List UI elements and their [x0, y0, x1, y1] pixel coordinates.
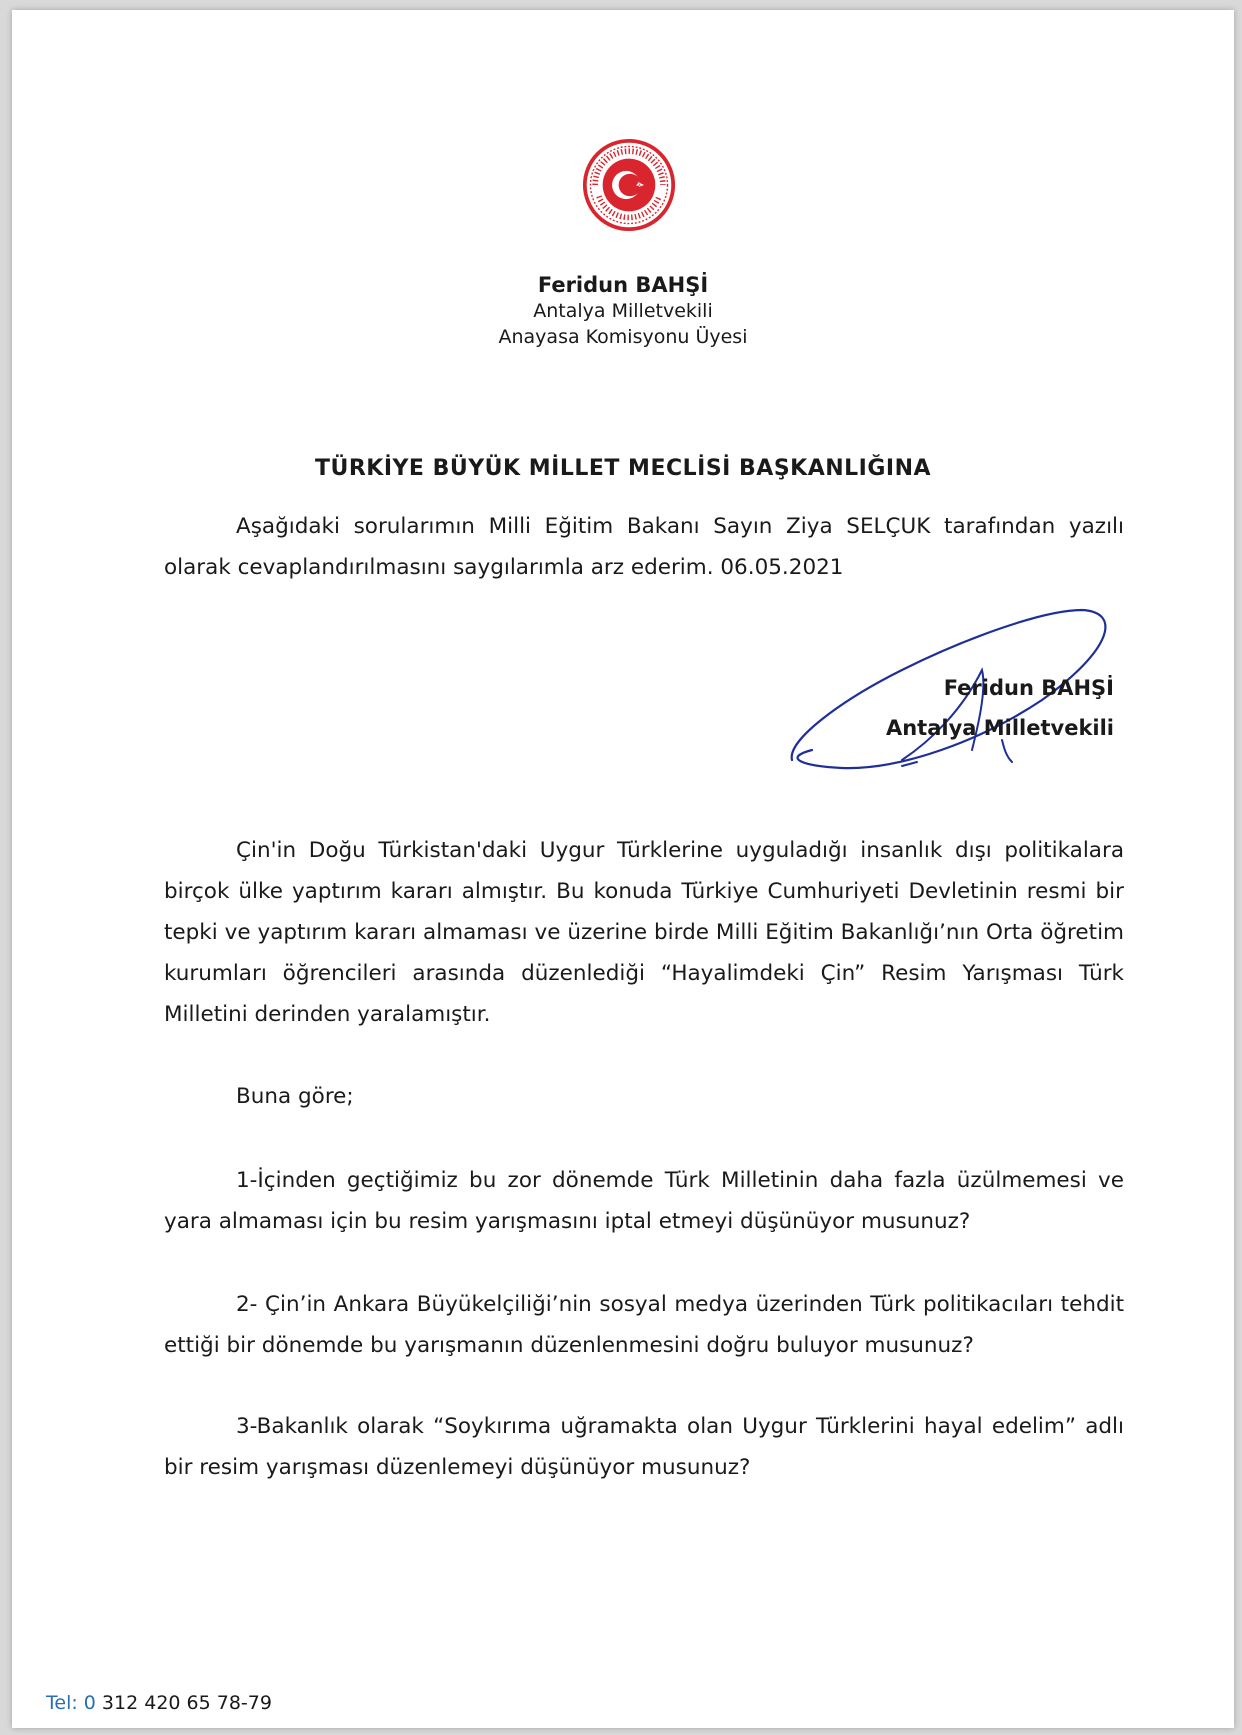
- sender-header: [12, 272, 1234, 350]
- document-page: [12, 10, 1234, 1728]
- document-title: TÜRKİYE BÜYÜK MİLLET MECLİSİ BAŞKANLIĞINA: [314, 456, 932, 481]
- signature-block: [842, 668, 1114, 748]
- footer-phone: [46, 1692, 272, 1714]
- sender-role: Antalya Milletvekili: [533, 300, 713, 322]
- question-2-text: 2- Çin’in Ankara Büyükelçiliği’nin sosyal medya üzerinden Türk politikacıları tehdit ettiği bir dönemde bu yarışmanın düzenlenmesini doğru buluyor musunuz?: [164, 1292, 1124, 1358]
- sender-name: Feridun BAHŞİ: [537, 273, 709, 297]
- question-3: [164, 1406, 1124, 1488]
- intro-paragraph: [164, 506, 1124, 588]
- question-1-text: 1-İçinden geçtiğimiz bu zor dönemde Türk Milletinin daha fazla üzülmemesi ve yara almaması için bu resim yarışmasını iptal etmeyi düşünüyor musunuz?: [164, 1168, 1124, 1234]
- intro-text: Aşağıdaki sorularımın Milli Eğitim Bakanı Sayın Ziya SELÇUK tarafından yazılı olarak cevaplandırılmasını saygılarımla arz ederim. 06.05.2021: [164, 514, 1124, 580]
- phone-number: 312 420 65 78-79: [101, 1692, 272, 1714]
- question-1: [164, 1160, 1124, 1242]
- tbmm-seal-icon: [582, 138, 676, 232]
- buna-gore-text: Buna göre;: [236, 1084, 354, 1109]
- sender-committee: Anayasa Komisyonu Üyesi: [498, 326, 748, 348]
- question-2: [164, 1284, 1124, 1366]
- signature-role: Antalya Milletvekili: [885, 716, 1114, 740]
- phone-label: Tel: 0: [46, 1692, 96, 1714]
- body-paragraph: [164, 830, 1124, 1035]
- body-text: Çin'in Doğu Türkistan'daki Uygur Türklerine uyguladığı insanlık dışı politikalara birçok ülke yaptırım kararı almıştır. Bu konuda Türkiye Cumhuriyeti Devletinin resmi bir tepki ve yaptırım kararı almaması ve üzerine birde Milli Eğitim Bakanlığı’nın Orta öğretim kurumları öğrencileri arasında düzenlediği “Hayalimdeki Çin” Resim Yarışması Türk Milletini derinden yaralamıştır.: [164, 838, 1124, 1027]
- question-3-text: 3-Bakanlık olarak “Soykırıma uğramakta olan Uygur Türklerini hayal edelim” adlı bir resim yarışması düzenlemeyi düşünüyor musunuz?: [164, 1414, 1124, 1480]
- signature-name: Feridun BAHŞİ: [943, 676, 1114, 700]
- buna-gore-paragraph: [164, 1076, 1124, 1117]
